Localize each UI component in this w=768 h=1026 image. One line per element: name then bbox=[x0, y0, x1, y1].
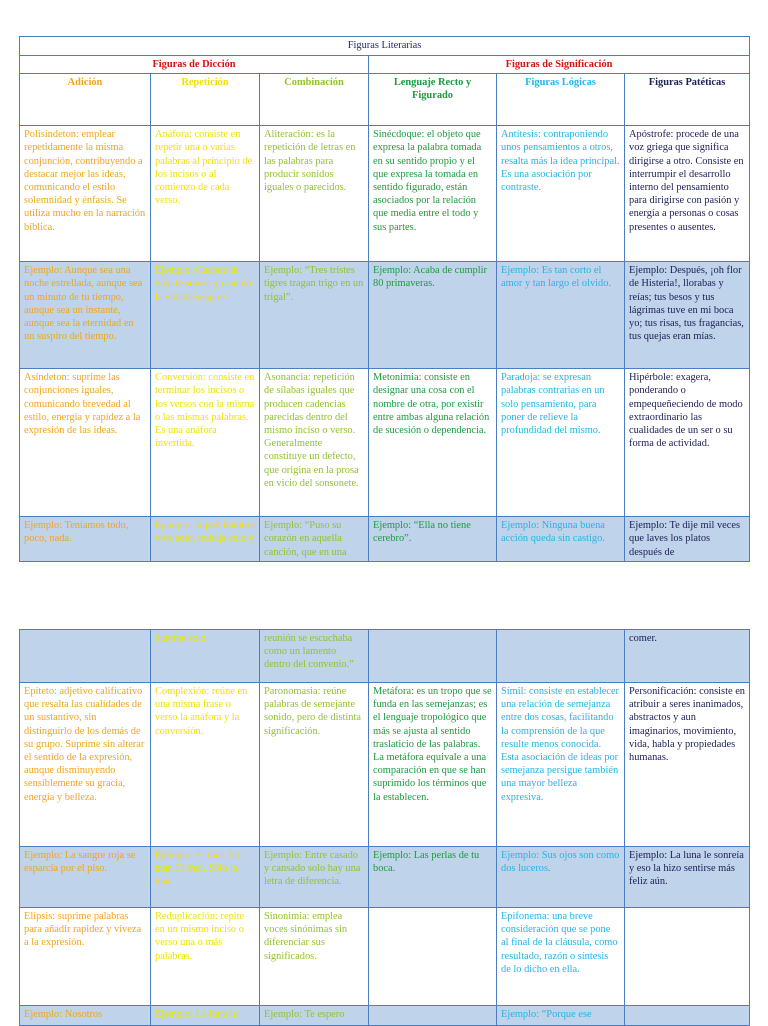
definition-cell: Asonancia: repetición de sílabas iguales que producen cadencias parecidas dentro del mismo inciso o verso. Generalmente constituye un defecto, que origina en la prosa en vicio del sonsonete. bbox=[260, 369, 369, 517]
table-row bbox=[20, 908, 750, 1006]
definition-cell: Conversión: consiste en terminar los incisos o los versos con la misma o las mismas palabras. Es una anáfora invertida. bbox=[151, 369, 260, 517]
example-cell: Ejemplo: Cuando la vida te sonría y cuando la vida te suspire. bbox=[151, 262, 260, 369]
example-cell: Ejemplo: La sangre roja se esparcía por el piso. bbox=[20, 847, 151, 908]
header-adicion: Adición bbox=[20, 74, 151, 126]
example-cell: Ejemplo: Es tan corto el amor y tan largo el olvido. bbox=[497, 262, 625, 369]
literary-figures-table-page-2 bbox=[19, 629, 750, 1026]
definition-cell: Sinécdoque: el objeto que expresa la palabra tomada en su sentido propio y el que expresa la tomada en sentido figurado, están asociados por la relación que media entre el todo y sus partes. bbox=[369, 126, 497, 262]
example-cell: Ejemplo: La luna le sonreía y eso la hizo sentirse más feliz aún. bbox=[625, 847, 750, 908]
example-cell: comer. bbox=[625, 630, 750, 683]
definition-cell: Asíndeton: suprime las conjunciones iguales, comunicando brevedad al estilo, energía y rapidez a la expresión de las ideas. bbox=[20, 369, 151, 517]
example-cell: Ejemplo: La luna le bbox=[151, 1006, 260, 1026]
example-cell bbox=[369, 630, 497, 683]
example-cell: Ejemplo: Aunque sea una noche estrellada, aunque sea un minuto de tu tiempo, aunque sea un instante, aunque sea la eternidad en un suspiro del tiempo. bbox=[20, 262, 151, 369]
definition-cell: Apóstrofe: procede de una voz griega que significa dirigirse a otro. Consiste en interrumpir el desarrollo interno del pensamiento para dirigirse con pasión y energía a personas o cosas presentes o ausentes. bbox=[625, 126, 750, 262]
definition-cell: Hipérbole: exagera, ponderando o empequeñeciendo de modo extraordinario las cualidades de un ser o su forma de actividad. bbox=[625, 369, 750, 517]
example-cell: Ejemplo: Aquel hombre vive solo, trabaja solo y bbox=[151, 517, 260, 562]
example-cell: duerme solo. bbox=[151, 630, 260, 683]
example-cell: reunión se escuchaba como un lamento dentro del convenio.” bbox=[260, 630, 369, 683]
example-cell: Ejemplo: “Ella no tiene cerebro”. bbox=[369, 517, 497, 562]
example-cell bbox=[369, 1006, 497, 1026]
definition-cell: Paradoja: se expresan palabras contrarias en un solo pensamiento, para poner de relieve la profundidad del mismo. bbox=[497, 369, 625, 517]
definition-cell: Metáfora: es un tropo que se funda en las semejanzas; es el lenguaje tropológico que más se ajusta al sentido traslaticio de las palabras. La metáfora equivale a una comparación en que se han suprimido los términos que la establecen. bbox=[369, 683, 497, 847]
example-cell: Ejemplo: Entre casado y cansado solo hay una letra de diferencia. bbox=[260, 847, 369, 908]
example-cell bbox=[497, 630, 625, 683]
definition-cell: Antítesis: contraponiendo unos pensamientos a otros, resalta más la idea principal. Es una asociación por contraste. bbox=[497, 126, 625, 262]
example-cell bbox=[625, 1006, 750, 1026]
header-combinacion: Combinación bbox=[260, 74, 369, 126]
example-cell: Ejemplo: “Porque ese bbox=[497, 1006, 625, 1026]
definition-cell: Metonimia: consiste en designar una cosa con el nombre de otra, por existir entre ambas alguna relación de sucesión o dependencia. bbox=[369, 369, 497, 517]
group-header-diccion: Figuras de Dicción bbox=[20, 56, 369, 74]
example-cell: Ejemplo: Nosotros bbox=[20, 1006, 151, 1026]
header-repeticion: Repetición bbox=[151, 74, 260, 126]
definition-cell bbox=[625, 908, 750, 1006]
definition-cell bbox=[369, 908, 497, 1006]
table-row bbox=[20, 126, 750, 262]
example-cell: Ejemplo: Las perlas de tu boca. bbox=[369, 847, 497, 908]
example-cell: Ejemplo: Te dije mil veces que laves los platos después de bbox=[625, 517, 750, 562]
definition-cell: Símil: consiste en establecer una relación de semejanza entre dos cosas, facilitando la comprensión de la que resulte menos conocida. Esta asociación de ideas por semejanza persigue también una mayor belleza expresiva. bbox=[497, 683, 625, 847]
definition-cell: Elipsis: suprime palabras para añadir rapidez y viveza a la expresión. bbox=[20, 908, 151, 1006]
header-lenguaje-recto-figurado: Lenguaje Recto y Figurado bbox=[369, 74, 497, 126]
example-row bbox=[20, 262, 750, 369]
table-row bbox=[20, 683, 750, 847]
example-cell: Ejemplo: Ninguna buena acción queda sin castigo. bbox=[497, 517, 625, 562]
definition-cell: Sinonimia: emplea voces sinónimas sin diferenciar sus significados. bbox=[260, 908, 369, 1006]
definition-cell: Epifonema: una breve consideración que se pone al final de la cláusula, como resultado, razón o síntesis de lo dicho en ella. bbox=[497, 908, 625, 1006]
header-figuras-pateticas: Figuras Patéticas bbox=[625, 74, 750, 126]
example-cell: Ejemplo: El mar. La mar. El mar. Sólo la mar. bbox=[151, 847, 260, 908]
example-continuation-row bbox=[20, 630, 750, 683]
definition-cell: Aliteración: es la repetición de letras en las palabras para producir sonidos iguales o parecidos. bbox=[260, 126, 369, 262]
definition-cell: Reduplicación: repite en un mismo inciso o verso una o más palabras. bbox=[151, 908, 260, 1006]
example-cell: Ejemplo: “Tres tristes tigres tragan trigo en un trigal”. bbox=[260, 262, 369, 369]
definition-cell: Epíteto: adjetivo calificativo que resalta las cualidades de un sustantivo, sin distinguirlo de los demás de su grupo. Suprime sin alterar el sentido de la expresión, aunque disminuyendo sensiblemente su gracia, energía y belleza. bbox=[20, 683, 151, 847]
example-cell: Ejemplo: Sus ojos son como dos luceros. bbox=[497, 847, 625, 908]
example-row bbox=[20, 517, 750, 562]
example-row bbox=[20, 847, 750, 908]
example-cell: Ejemplo: Teníamos todo, poco, nada. bbox=[20, 517, 151, 562]
definition-cell: Personificación: consiste en atribuir a seres inanimados, abstractos y aun imaginarios, movimiento, vida, habla y propiedades humanas. bbox=[625, 683, 750, 847]
example-row bbox=[20, 1006, 750, 1026]
table-row bbox=[20, 369, 750, 517]
table-title: Figuras Literarias bbox=[20, 37, 750, 56]
example-cell: Ejemplo: Después, ¡oh flor de Histeria!, llorabas y reías; tus besos y tus lágrimas tuve en mi boca yo; tus risas, tus fragancias, tus quejas eran mías. bbox=[625, 262, 750, 369]
group-header-significacion: Figuras de Significación bbox=[369, 56, 750, 74]
definition-cell: Paronomasia: reúne palabras de semejante sonido, pero de distinta significación. bbox=[260, 683, 369, 847]
definition-cell: Complexión: reúne en una misma frase o verso la anáfora y la conversión. bbox=[151, 683, 260, 847]
example-cell: Ejemplo: “Puso su corazón en aquella canción, que en una bbox=[260, 517, 369, 562]
example-cell: Ejemplo: Te espero bbox=[260, 1006, 369, 1026]
literary-figures-table-page-1 bbox=[19, 36, 750, 562]
definition-cell: Polisíndeton: emplear repetidamente la misma conjunción, contribuyendo a destacar mejor las ideas, comunicando el estilo solemnidad y énfasis. Se utiliza mucho en la narración bíblica. bbox=[20, 126, 151, 262]
header-figuras-logicas: Figuras Lógicas bbox=[497, 74, 625, 126]
definition-cell: Anáfora: consiste en repetir una o varias palabras al principio de los incisos o al comienzo de cada verso. bbox=[151, 126, 260, 262]
example-cell bbox=[20, 630, 151, 683]
example-cell: Ejemplo: Acaba de cumplir 80 primaveras. bbox=[369, 262, 497, 369]
